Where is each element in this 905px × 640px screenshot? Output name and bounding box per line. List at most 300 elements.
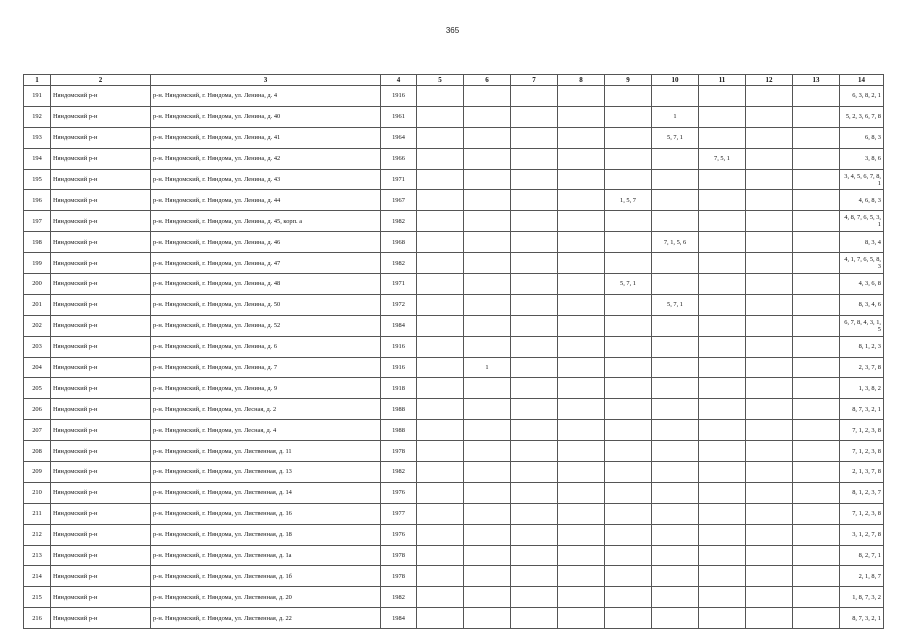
table-row [24,211,884,232]
col9-cell [605,169,652,190]
col14-cell: 7, 1, 2, 3, 8 [840,503,884,524]
col8-cell [558,294,605,315]
col7-cell [511,566,558,587]
address-cell: р-н. Няндомский, г. Няндома, ул. Лесная, д. 2 [151,399,381,420]
col5-cell [417,253,464,274]
table-row [24,378,884,399]
col14-cell: 4, 8, 7, 6, 5, 3, 1 [840,211,884,232]
col11-cell [699,399,746,420]
table-row [24,253,884,274]
row-number: 193 [24,127,51,148]
col5-cell [417,566,464,587]
col12-cell [746,399,793,420]
address-cell: р-н. Няндомский, г. Няндома, ул. Лиственная, д. 22 [151,608,381,629]
year-cell: 1918 [381,378,417,399]
row-number: 195 [24,169,51,190]
col13-cell [793,441,840,462]
row-number: 201 [24,294,51,315]
col6-cell [464,106,511,127]
col6-cell [464,336,511,357]
col8-cell [558,462,605,483]
col14-cell: 8, 2, 7, 1 [840,545,884,566]
address-cell: р-н. Няндомский, г. Няндома, ул. Лиственная, д. 14 [151,482,381,503]
col8-cell [558,86,605,107]
year-cell: 1976 [381,524,417,545]
col9-cell [605,211,652,232]
col13-cell [793,190,840,211]
col8-cell [558,274,605,295]
col5-cell [417,86,464,107]
table-row [24,336,884,357]
col8-cell [558,336,605,357]
col8-cell [558,106,605,127]
column-header-2: 2 [51,75,151,86]
col11-cell [699,294,746,315]
table-row [24,274,884,295]
col6-cell [464,503,511,524]
col10-cell: 7, 1, 5, 6 [652,232,699,253]
col6-cell [464,169,511,190]
row-number: 199 [24,253,51,274]
col10-cell [652,336,699,357]
col5-cell [417,190,464,211]
col5-cell [417,274,464,295]
col11-cell [699,587,746,608]
col11-cell [699,127,746,148]
col7-cell [511,315,558,336]
col6-cell [464,482,511,503]
row-number: 213 [24,545,51,566]
table-row [24,86,884,107]
col6-cell [464,420,511,441]
col6-cell [464,294,511,315]
address-cell: р-н. Няндомский, г. Няндома, ул. Ленина, д. 43 [151,169,381,190]
col7-cell [511,274,558,295]
col7-cell [511,524,558,545]
col14-cell: 6, 7, 8, 4, 3, 1, 5 [840,315,884,336]
district-cell: Няндомский р-н [51,566,151,587]
col11-cell [699,232,746,253]
col9-cell [605,148,652,169]
district-cell: Няндомский р-н [51,545,151,566]
row-number: 196 [24,190,51,211]
col13-cell [793,399,840,420]
col10-cell [652,503,699,524]
col6-cell [464,378,511,399]
col8-cell [558,545,605,566]
col5-cell [417,503,464,524]
address-cell: р-н. Няндомский, г. Няндома, ул. Лиственная, д. 16 [151,503,381,524]
col14-cell: 8, 7, 3, 2, 1 [840,399,884,420]
col9-cell [605,503,652,524]
col12-cell [746,378,793,399]
district-cell: Няндомский р-н [51,232,151,253]
col8-cell [558,420,605,441]
col13-cell [793,253,840,274]
col7-cell [511,211,558,232]
col12-cell [746,357,793,378]
col8-cell [558,503,605,524]
col11-cell [699,608,746,629]
col7-cell [511,106,558,127]
col13-cell [793,336,840,357]
col5-cell [417,211,464,232]
col12-cell [746,86,793,107]
district-cell: Няндомский р-н [51,399,151,420]
page-number: 365 [445,26,460,35]
col7-cell [511,190,558,211]
col7-cell [511,169,558,190]
col9-cell [605,294,652,315]
row-number: 214 [24,566,51,587]
district-cell: Няндомский р-н [51,127,151,148]
col5-cell [417,106,464,127]
col8-cell [558,566,605,587]
district-cell: Няндомский р-н [51,148,151,169]
col13-cell [793,148,840,169]
col5-cell [417,294,464,315]
row-number: 192 [24,106,51,127]
col7-cell [511,399,558,420]
table-row [24,608,884,629]
col7-cell [511,357,558,378]
col12-cell [746,524,793,545]
col5-cell [417,608,464,629]
col13-cell [793,566,840,587]
col8-cell [558,378,605,399]
row-number: 203 [24,336,51,357]
col12-cell [746,253,793,274]
year-cell: 1982 [381,587,417,608]
col9-cell [605,420,652,441]
address-cell: р-н. Няндомский, г. Няндома, ул. Ленина, д. 6 [151,336,381,357]
year-cell: 1916 [381,86,417,107]
col6-cell [464,441,511,462]
col10-cell [652,441,699,462]
col13-cell [793,232,840,253]
address-cell: р-н. Няндомский, г. Няндома, ул. Ленина, д. 47 [151,253,381,274]
col9-cell [605,587,652,608]
year-cell: 1978 [381,566,417,587]
table-row [24,524,884,545]
col6-cell [464,399,511,420]
address-cell: р-н. Няндомский, г. Няндома, ул. Ленина, д. 50 [151,294,381,315]
col12-cell [746,232,793,253]
col13-cell [793,524,840,545]
col10-cell [652,545,699,566]
col10-cell: 5, 7, 1 [652,127,699,148]
district-cell: Няндомский р-н [51,587,151,608]
column-header-14: 14 [840,75,884,86]
col6-cell [464,524,511,545]
col14-cell: 8, 1, 2, 3, 7 [840,482,884,503]
column-header-5: 5 [417,75,464,86]
col7-cell [511,253,558,274]
col7-cell [511,462,558,483]
row-number: 210 [24,482,51,503]
col6-cell [464,608,511,629]
col10-cell [652,190,699,211]
column-header-10: 10 [652,75,699,86]
year-cell: 1961 [381,106,417,127]
col14-cell: 3, 1, 2, 7, 8 [840,524,884,545]
year-cell: 1968 [381,232,417,253]
address-cell: р-н. Няндомский, г. Няндома, ул. Ленина, д. 41 [151,127,381,148]
table-row [24,462,884,483]
address-cell: р-н. Няндомский, г. Няндома, ул. Ленина, д. 44 [151,190,381,211]
col9-cell [605,608,652,629]
row-number: 215 [24,587,51,608]
address-cell: р-н. Няндомский, г. Няндома, ул. Ленина, д. 40 [151,106,381,127]
col9-cell [605,378,652,399]
col8-cell [558,441,605,462]
col14-cell: 3, 8, 6 [840,148,884,169]
col13-cell [793,357,840,378]
col10-cell [652,420,699,441]
col9-cell: 5, 7, 1 [605,274,652,295]
address-cell: р-н. Няндомский, г. Няндома, ул. Лиственная, д. 11 [151,441,381,462]
col9-cell [605,357,652,378]
col12-cell [746,127,793,148]
row-number: 212 [24,524,51,545]
row-number: 200 [24,274,51,295]
district-cell: Няндомский р-н [51,315,151,336]
col11-cell [699,462,746,483]
col6-cell [464,86,511,107]
col14-cell: 1, 8, 7, 3, 2 [840,587,884,608]
col11-cell [699,503,746,524]
housing-registry-table [23,74,884,629]
col14-cell: 7, 1, 2, 3, 8 [840,441,884,462]
col14-cell: 5, 2, 3, 6, 7, 8 [840,106,884,127]
col9-cell [605,106,652,127]
col14-cell: 1, 3, 8, 2 [840,378,884,399]
col10-cell [652,253,699,274]
col6-cell [464,148,511,169]
col12-cell [746,315,793,336]
col7-cell [511,545,558,566]
row-number: 202 [24,315,51,336]
col8-cell [558,148,605,169]
address-cell: р-н. Няндомский, г. Няндома, ул. Ленина, д. 4 [151,86,381,107]
col14-cell: 8, 3, 4, 6 [840,294,884,315]
address-cell: р-н. Няндомский, г. Няндома, ул. Лиственная, д. 20 [151,587,381,608]
col12-cell [746,545,793,566]
district-cell: Няндомский р-н [51,336,151,357]
col14-cell: 2, 3, 7, 8 [840,357,884,378]
col12-cell [746,211,793,232]
col10-cell [652,524,699,545]
col11-cell [699,106,746,127]
row-number: 209 [24,462,51,483]
table-row [24,420,884,441]
column-header-8: 8 [558,75,605,86]
col5-cell [417,441,464,462]
year-cell: 1984 [381,608,417,629]
col12-cell [746,462,793,483]
col10-cell [652,378,699,399]
col8-cell [558,190,605,211]
district-cell: Няндомский р-н [51,462,151,483]
district-cell: Няндомский р-н [51,274,151,295]
address-cell: р-н. Няндомский, г. Няндома, ул. Ленина, д. 46 [151,232,381,253]
address-cell: р-н. Няндомский, г. Няндома, ул. Ленина, д. 42 [151,148,381,169]
col6-cell [464,253,511,274]
col11-cell [699,315,746,336]
col10-cell [652,169,699,190]
col11-cell: 7, 5, 1 [699,148,746,169]
col6-cell [464,127,511,148]
district-cell: Няндомский р-н [51,86,151,107]
address-cell: р-н. Няндомский, г. Няндома, ул. Лиственная, д. 1б [151,566,381,587]
address-cell: р-н. Няндомский, г. Няндома, ул. Ленина, д. 48 [151,274,381,295]
col11-cell [699,169,746,190]
col13-cell [793,420,840,441]
table-row [24,566,884,587]
column-header-13: 13 [793,75,840,86]
address-cell: р-н. Няндомский, г. Няндома, ул. Лиственная, д. 13 [151,462,381,483]
year-cell: 1916 [381,336,417,357]
col12-cell [746,106,793,127]
year-cell: 1976 [381,482,417,503]
header-row [24,75,884,86]
col12-cell [746,420,793,441]
col11-cell [699,274,746,295]
col12-cell [746,503,793,524]
address-cell: р-н. Няндомский, г. Няндома, ул. Лесная, д. 4 [151,420,381,441]
table-row [24,587,884,608]
table-row [24,232,884,253]
col14-cell: 7, 1, 2, 3, 8 [840,420,884,441]
district-cell: Няндомский р-н [51,211,151,232]
col6-cell [464,190,511,211]
col14-cell: 8, 3, 4 [840,232,884,253]
col6-cell [464,211,511,232]
col7-cell [511,482,558,503]
col12-cell [746,336,793,357]
col9-cell [605,336,652,357]
col9-cell [605,315,652,336]
col8-cell [558,357,605,378]
col11-cell [699,545,746,566]
col5-cell [417,148,464,169]
col13-cell [793,294,840,315]
col8-cell [558,253,605,274]
district-cell: Няндомский р-н [51,608,151,629]
district-cell: Няндомский р-н [51,524,151,545]
column-header-7: 7 [511,75,558,86]
col10-cell [652,462,699,483]
table-row [24,127,884,148]
col9-cell [605,253,652,274]
year-cell: 1982 [381,211,417,232]
col14-cell: 3, 4, 5, 6, 7, 8, 1 [840,169,884,190]
col10-cell [652,566,699,587]
year-cell: 1971 [381,169,417,190]
col12-cell [746,274,793,295]
col10-cell [652,148,699,169]
address-cell: р-н. Няндомский, г. Няндома, ул. Ленина, д. 45, корп. а [151,211,381,232]
row-number: 204 [24,357,51,378]
col11-cell [699,190,746,211]
district-cell: Няндомский р-н [51,294,151,315]
col7-cell [511,86,558,107]
address-cell: р-н. Няндомский, г. Няндома, ул. Лиственная, д. 1а [151,545,381,566]
col6-cell [464,274,511,295]
table-row [24,503,884,524]
col11-cell [699,420,746,441]
col9-cell [605,232,652,253]
col9-cell [605,399,652,420]
col11-cell [699,482,746,503]
table-row [24,106,884,127]
table-row [24,545,884,566]
col12-cell [746,148,793,169]
year-cell: 1978 [381,545,417,566]
col13-cell [793,315,840,336]
col11-cell [699,336,746,357]
address-cell: р-н. Няндомский, г. Няндома, ул. Ленина, д. 52 [151,315,381,336]
col7-cell [511,608,558,629]
year-cell: 1982 [381,253,417,274]
col5-cell [417,462,464,483]
col11-cell [699,441,746,462]
row-number: 207 [24,420,51,441]
district-cell: Няндомский р-н [51,253,151,274]
col5-cell [417,524,464,545]
col9-cell [605,86,652,107]
col7-cell [511,587,558,608]
col12-cell [746,566,793,587]
col13-cell [793,211,840,232]
col7-cell [511,294,558,315]
col5-cell [417,587,464,608]
col7-cell [511,441,558,462]
col11-cell [699,253,746,274]
year-cell: 1977 [381,503,417,524]
col5-cell [417,399,464,420]
col12-cell [746,169,793,190]
col7-cell [511,336,558,357]
row-number: 208 [24,441,51,462]
table-row [24,148,884,169]
col13-cell [793,587,840,608]
col8-cell [558,482,605,503]
column-header-3: 3 [151,75,381,86]
col6-cell [464,587,511,608]
year-cell: 1982 [381,462,417,483]
col14-cell: 2, 1, 3, 7, 8 [840,462,884,483]
col6-cell [464,232,511,253]
year-cell: 1978 [381,441,417,462]
col11-cell [699,378,746,399]
col5-cell [417,336,464,357]
year-cell: 1971 [381,274,417,295]
row-number: 194 [24,148,51,169]
col9-cell [605,127,652,148]
year-cell: 1964 [381,127,417,148]
col10-cell [652,399,699,420]
col13-cell [793,608,840,629]
col8-cell [558,127,605,148]
table-row [24,441,884,462]
col7-cell [511,127,558,148]
row-number: 198 [24,232,51,253]
col13-cell [793,503,840,524]
col7-cell [511,148,558,169]
table-row [24,294,884,315]
year-cell: 1972 [381,294,417,315]
